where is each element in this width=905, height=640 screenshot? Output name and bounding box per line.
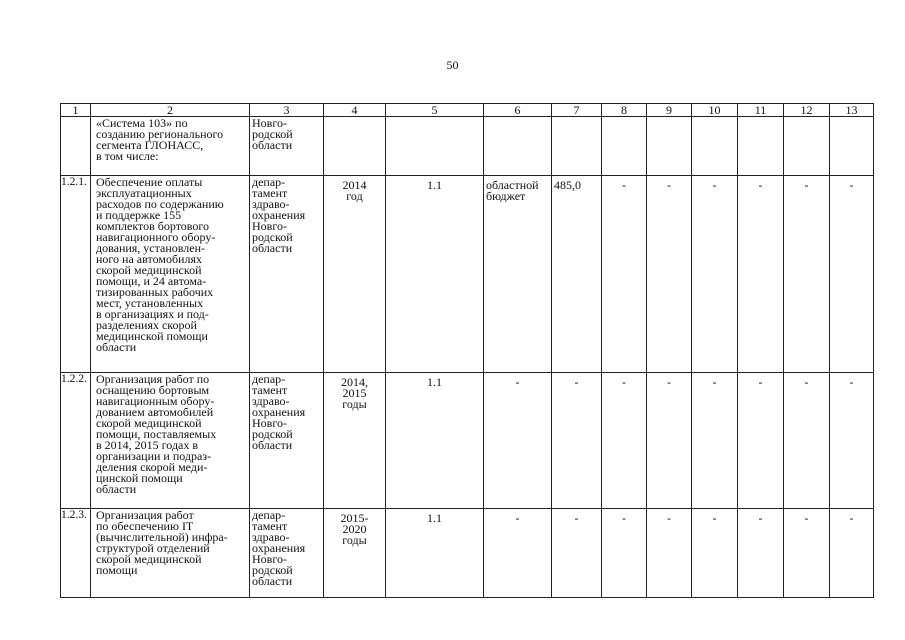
- period-cell: [324, 176, 386, 373]
- amount-cell: [738, 509, 784, 598]
- amount-cell: [830, 176, 874, 373]
- page-number: 50: [446, 58, 459, 72]
- amount-cell: [784, 176, 830, 373]
- amount: -: [574, 511, 579, 525]
- header-cell: 1: [61, 104, 91, 117]
- period-cell: [324, 509, 386, 598]
- amount: [694, 118, 735, 121]
- amount: -: [758, 511, 763, 525]
- amount: [832, 118, 871, 121]
- amount: -: [712, 375, 717, 389]
- executor: депар- тамент здраво- охранения Новго- родской области: [252, 372, 306, 452]
- amount: [786, 118, 827, 121]
- funding-source-cell: [484, 509, 552, 598]
- activity-name: «Система 103» по созданию регионального сегмента ГЛОНАСС, в том числе:: [96, 116, 224, 163]
- executor-cell: [250, 117, 324, 176]
- amount-cell: [692, 117, 738, 176]
- indicator-cell: [386, 509, 484, 598]
- amount: [604, 118, 644, 121]
- amount-cell: [830, 373, 874, 509]
- amount-cell: [552, 176, 602, 373]
- executor-cell: [250, 373, 324, 509]
- header-cell: 2: [91, 104, 250, 117]
- period-cell: [324, 373, 386, 509]
- amount: -: [622, 178, 626, 192]
- item-number-cell: [61, 117, 91, 176]
- header-cell: 5: [386, 104, 484, 117]
- header-cell: 10: [692, 104, 738, 117]
- header-row: [61, 104, 874, 117]
- amount: -: [622, 375, 626, 389]
- amount-cell: [784, 509, 830, 598]
- header-cell: 9: [647, 104, 692, 117]
- amount: -: [804, 178, 809, 192]
- amount-cell: [602, 509, 647, 598]
- amount: -: [622, 511, 626, 525]
- amount-cell: [552, 117, 602, 176]
- period-cell: [324, 117, 386, 176]
- table-row: [61, 509, 874, 598]
- indicator-cell: [386, 373, 484, 509]
- header-cell: 11: [738, 104, 784, 117]
- table-row: [61, 117, 874, 176]
- header-cell: 12: [784, 104, 830, 117]
- indicator: 1.1: [427, 511, 442, 525]
- amount-cell: [692, 373, 738, 509]
- item-number-cell: 1.2.3.: [61, 509, 91, 598]
- amount: -: [574, 375, 579, 389]
- amount-cell: [602, 117, 647, 176]
- period: 2015- 2020 годы: [340, 511, 369, 547]
- funding-source-cell: [484, 117, 552, 176]
- activity-name: Обеспечение оплаты эксплуатационных расходов по содержанию и поддержке 155 комплектов бортового навигационного обору- дования, установлен- ного на автомобилях скорой медицинской помощи, и 24 автома- тизированных рабочих мест, установленных в организациях и под- разделениях скорой медицинской помощи области: [96, 175, 224, 354]
- amount: 485,0: [554, 178, 581, 192]
- item-number-cell: 1.2.2.: [61, 373, 91, 509]
- header-cell: 13: [830, 104, 874, 117]
- amount: -: [758, 178, 763, 192]
- amount: -: [758, 375, 763, 389]
- item-number-cell: 1.2.1.: [61, 176, 91, 373]
- amount: -: [667, 511, 671, 525]
- amount-cell: [602, 176, 647, 373]
- indicator-cell: [386, 176, 484, 373]
- amount-cell: [830, 117, 874, 176]
- amount-cell: [784, 373, 830, 509]
- amount-cell: [692, 509, 738, 598]
- executor: Новго- родской области: [252, 116, 293, 152]
- funding-source-cell: [484, 176, 552, 373]
- amount-cell: [647, 176, 692, 373]
- amount-cell: [647, 117, 692, 176]
- activity-name-cell: [91, 373, 250, 509]
- amount-cell: [738, 117, 784, 176]
- amount-cell: [647, 373, 692, 509]
- funding-source: [486, 118, 549, 121]
- executor: депар- тамент здраво- охранения Новго- родской области: [252, 508, 306, 588]
- amount-cell: [830, 509, 874, 598]
- funding-source: областной бюджет: [486, 178, 539, 203]
- activity-name: Организация работ по обеспечению IT (вычислительной) инфра- структурой отделений скорой медицинской помощи: [96, 508, 228, 577]
- amount-cell: [602, 373, 647, 509]
- activity-name-cell: [91, 117, 250, 176]
- header-cell: 3: [250, 104, 324, 117]
- amount-cell: [692, 176, 738, 373]
- amount: -: [849, 375, 854, 389]
- funding-source: -: [515, 375, 520, 389]
- funding-source: -: [515, 511, 520, 525]
- period: [326, 118, 383, 121]
- table-row: [61, 176, 874, 373]
- funding-source-cell: [484, 373, 552, 509]
- activity-name-cell: [91, 509, 250, 598]
- amount: -: [849, 511, 854, 525]
- amount: -: [667, 178, 671, 192]
- amount-cell: [647, 509, 692, 598]
- amount-cell: [784, 117, 830, 176]
- table-row: [61, 373, 874, 509]
- amount: -: [804, 375, 809, 389]
- amount: -: [667, 375, 671, 389]
- header-cell: 6: [484, 104, 552, 117]
- executor: депар- тамент здраво- охранения Новго- родской области: [252, 175, 306, 255]
- header-cell: 8: [602, 104, 647, 117]
- indicator: 1.1: [427, 375, 442, 389]
- executor-cell: [250, 176, 324, 373]
- amount: -: [849, 178, 854, 192]
- activity-name-cell: [91, 176, 250, 373]
- period: 2014 год: [342, 178, 367, 203]
- amount: [740, 118, 781, 121]
- indicator-cell: [386, 117, 484, 176]
- period: 2014, 2015 годы: [341, 375, 368, 411]
- program-activities-table: [60, 103, 874, 598]
- amount: [554, 118, 599, 121]
- header-cell: 7: [552, 104, 602, 117]
- indicator: 1.1: [427, 178, 442, 192]
- amount-cell: [552, 509, 602, 598]
- amount-cell: [738, 176, 784, 373]
- indicator: [388, 118, 481, 121]
- amount: [649, 118, 689, 121]
- amount-cell: [552, 373, 602, 509]
- amount: -: [804, 511, 809, 525]
- executor-cell: [250, 509, 324, 598]
- activity-name: Организация работ по оснащению бортовым навигационным обору- дованием автомобилей скорой медицинской помощи, поставляемых в 2014, 2015 годах в организации и подраз- деления скорой меди- цинской помощи области: [96, 372, 217, 496]
- amount: -: [712, 178, 717, 192]
- amount-cell: [738, 373, 784, 509]
- header-cell: 4: [324, 104, 386, 117]
- amount: -: [712, 511, 717, 525]
